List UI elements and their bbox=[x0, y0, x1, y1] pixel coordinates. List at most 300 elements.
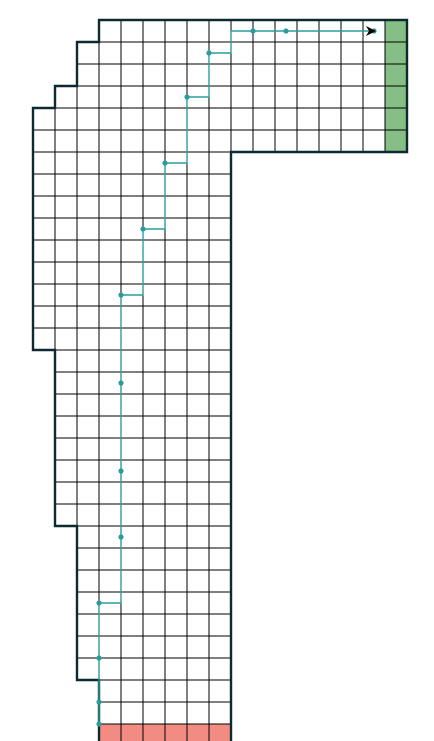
grid-cell[interactable] bbox=[165, 504, 187, 526]
grid-cell[interactable] bbox=[209, 350, 231, 372]
grid-cell[interactable] bbox=[121, 636, 143, 658]
grid-cell[interactable] bbox=[99, 218, 121, 240]
grid-cell[interactable] bbox=[165, 460, 187, 482]
grid-cell[interactable] bbox=[231, 108, 253, 130]
grid-cell[interactable] bbox=[187, 680, 209, 702]
path-dot bbox=[140, 226, 145, 231]
grid-cell[interactable] bbox=[143, 394, 165, 416]
grid-cell[interactable] bbox=[121, 438, 143, 460]
grid-cell[interactable] bbox=[165, 350, 187, 372]
grid-cell[interactable] bbox=[55, 350, 77, 372]
grid-cell[interactable] bbox=[77, 196, 99, 218]
grid-cell[interactable] bbox=[165, 306, 187, 328]
grid-cell[interactable] bbox=[165, 614, 187, 636]
grid-cell[interactable] bbox=[209, 108, 231, 130]
grid-cell[interactable] bbox=[55, 460, 77, 482]
grid-cell[interactable] bbox=[209, 680, 231, 702]
grid-cell[interactable] bbox=[99, 372, 121, 394]
grid-cell[interactable] bbox=[99, 570, 121, 592]
grid-cell[interactable] bbox=[209, 394, 231, 416]
grid-cell[interactable] bbox=[341, 130, 363, 152]
grid-cell[interactable] bbox=[187, 350, 209, 372]
grid-cell[interactable] bbox=[209, 284, 231, 306]
grid-cell[interactable] bbox=[165, 680, 187, 702]
grid-cell[interactable] bbox=[99, 152, 121, 174]
grid-cell[interactable] bbox=[143, 130, 165, 152]
grid-cell[interactable] bbox=[121, 702, 143, 724]
grid-cell[interactable] bbox=[187, 372, 209, 394]
grid-cell[interactable] bbox=[341, 64, 363, 86]
grid-cell[interactable] bbox=[143, 460, 165, 482]
path-dot bbox=[118, 292, 123, 297]
grid-cell[interactable] bbox=[187, 570, 209, 592]
goal-cell[interactable] bbox=[385, 64, 407, 86]
grid-cell[interactable] bbox=[165, 702, 187, 724]
grid-cell[interactable] bbox=[363, 42, 385, 64]
grid-cell[interactable] bbox=[55, 130, 77, 152]
grid-cell[interactable] bbox=[99, 394, 121, 416]
grid-cell[interactable] bbox=[77, 460, 99, 482]
grid-cell[interactable] bbox=[77, 372, 99, 394]
grid-cell[interactable] bbox=[187, 526, 209, 548]
grid-cell[interactable] bbox=[55, 416, 77, 438]
grid-cell[interactable] bbox=[363, 130, 385, 152]
grid-cell[interactable] bbox=[77, 152, 99, 174]
grid-cell[interactable] bbox=[209, 328, 231, 350]
grid-cell[interactable] bbox=[231, 86, 253, 108]
grid-cell[interactable] bbox=[165, 240, 187, 262]
path-dot bbox=[184, 94, 189, 99]
grid-cell[interactable] bbox=[121, 20, 143, 42]
grid-cell[interactable] bbox=[77, 482, 99, 504]
grid-cell[interactable] bbox=[77, 504, 99, 526]
grid-cell[interactable] bbox=[121, 130, 143, 152]
grid-cell[interactable] bbox=[187, 636, 209, 658]
grid-cell[interactable] bbox=[99, 548, 121, 570]
goal-cell[interactable] bbox=[385, 130, 407, 152]
grid-cell[interactable] bbox=[187, 108, 209, 130]
grid-cell[interactable] bbox=[187, 284, 209, 306]
grid-cell[interactable] bbox=[143, 438, 165, 460]
grid-cell[interactable] bbox=[77, 130, 99, 152]
path-dot bbox=[96, 699, 101, 704]
grid-cell[interactable] bbox=[143, 658, 165, 680]
grid-cell[interactable] bbox=[253, 86, 275, 108]
start-cell[interactable] bbox=[143, 724, 165, 741]
grid-cell[interactable] bbox=[55, 504, 77, 526]
grid-cell[interactable] bbox=[187, 658, 209, 680]
grid-cell[interactable] bbox=[143, 702, 165, 724]
grid-cell[interactable] bbox=[187, 394, 209, 416]
grid-cell[interactable] bbox=[253, 130, 275, 152]
grid-cell[interactable] bbox=[77, 636, 99, 658]
grid-cell[interactable] bbox=[187, 702, 209, 724]
start-cell[interactable] bbox=[187, 724, 209, 741]
grid-cell[interactable] bbox=[165, 438, 187, 460]
grid-cell[interactable] bbox=[165, 262, 187, 284]
grid-cell[interactable] bbox=[187, 196, 209, 218]
grid-cell[interactable] bbox=[121, 152, 143, 174]
grid-cell[interactable] bbox=[99, 20, 121, 42]
grid-cell[interactable] bbox=[209, 592, 231, 614]
grid-cell[interactable] bbox=[143, 86, 165, 108]
grid-cell[interactable] bbox=[77, 526, 99, 548]
grid-cell[interactable] bbox=[121, 592, 143, 614]
grid-cell[interactable] bbox=[165, 548, 187, 570]
grid-cell[interactable] bbox=[143, 196, 165, 218]
grid-cell[interactable] bbox=[99, 240, 121, 262]
grid-cell[interactable] bbox=[187, 592, 209, 614]
path-dot bbox=[118, 468, 123, 473]
grid-cell[interactable] bbox=[187, 438, 209, 460]
grid-cell[interactable] bbox=[165, 64, 187, 86]
grid-cell[interactable] bbox=[143, 240, 165, 262]
grid-cell[interactable] bbox=[187, 42, 209, 64]
grid-cell[interactable] bbox=[209, 20, 231, 42]
grid-cell[interactable] bbox=[165, 658, 187, 680]
grid-cell[interactable] bbox=[143, 42, 165, 64]
goal-cell[interactable] bbox=[385, 20, 407, 42]
grid-cell[interactable] bbox=[143, 262, 165, 284]
grid-cell[interactable] bbox=[121, 416, 143, 438]
grid-cell[interactable] bbox=[297, 108, 319, 130]
grid-cell[interactable] bbox=[209, 438, 231, 460]
grid-cell[interactable] bbox=[121, 64, 143, 86]
grid-cell[interactable] bbox=[33, 240, 55, 262]
grid-cell[interactable] bbox=[143, 328, 165, 350]
grid-cell[interactable] bbox=[275, 86, 297, 108]
grid-cell[interactable] bbox=[99, 108, 121, 130]
grid-cell[interactable] bbox=[77, 284, 99, 306]
grid-cell[interactable] bbox=[143, 152, 165, 174]
grid-cell[interactable] bbox=[99, 504, 121, 526]
start-cell[interactable] bbox=[209, 724, 231, 741]
grid-cell[interactable] bbox=[99, 438, 121, 460]
grid-cell[interactable] bbox=[99, 328, 121, 350]
start-cell[interactable] bbox=[121, 724, 143, 741]
grid-cell[interactable] bbox=[165, 42, 187, 64]
grid-cell[interactable] bbox=[99, 64, 121, 86]
grid-cell[interactable] bbox=[55, 240, 77, 262]
grid-cell[interactable] bbox=[77, 438, 99, 460]
grid-cell[interactable] bbox=[275, 130, 297, 152]
grid-cell[interactable] bbox=[33, 284, 55, 306]
grid-cell[interactable] bbox=[99, 262, 121, 284]
grid-cell[interactable] bbox=[253, 108, 275, 130]
grid-cell[interactable] bbox=[209, 570, 231, 592]
grid-cell[interactable] bbox=[209, 460, 231, 482]
grid-cell[interactable] bbox=[33, 108, 55, 130]
start-cell[interactable] bbox=[165, 724, 187, 741]
grid-cell[interactable] bbox=[187, 306, 209, 328]
grid-cell[interactable] bbox=[187, 20, 209, 42]
grid-cell[interactable] bbox=[143, 636, 165, 658]
grid-cell[interactable] bbox=[187, 328, 209, 350]
grid-cell[interactable] bbox=[77, 86, 99, 108]
grid-cell[interactable] bbox=[99, 680, 121, 702]
grid-cell[interactable] bbox=[121, 482, 143, 504]
grid-cell[interactable] bbox=[99, 416, 121, 438]
grid-cell[interactable] bbox=[275, 64, 297, 86]
grid-cell[interactable] bbox=[143, 416, 165, 438]
grid-cell[interactable] bbox=[143, 372, 165, 394]
grid-cell[interactable] bbox=[275, 108, 297, 130]
grid-cell[interactable] bbox=[77, 394, 99, 416]
grid-cell[interactable] bbox=[121, 174, 143, 196]
grid-cell[interactable] bbox=[121, 350, 143, 372]
grid-cell[interactable] bbox=[187, 548, 209, 570]
grid-cell[interactable] bbox=[33, 262, 55, 284]
grid-cell[interactable] bbox=[121, 262, 143, 284]
grid-cell[interactable] bbox=[341, 86, 363, 108]
grid-cell[interactable] bbox=[121, 526, 143, 548]
grid-cell[interactable] bbox=[319, 108, 341, 130]
grid-cell[interactable] bbox=[55, 372, 77, 394]
grid-cell[interactable] bbox=[143, 614, 165, 636]
grid-cell[interactable] bbox=[55, 152, 77, 174]
grid-cell[interactable] bbox=[253, 42, 275, 64]
grid-cell[interactable] bbox=[165, 526, 187, 548]
grid-cell[interactable] bbox=[209, 504, 231, 526]
grid-cell[interactable] bbox=[143, 680, 165, 702]
grid-cell[interactable] bbox=[187, 64, 209, 86]
grid-cell[interactable] bbox=[165, 174, 187, 196]
grid-cell[interactable] bbox=[209, 702, 231, 724]
grid-cells bbox=[33, 20, 407, 741]
grid-cell[interactable] bbox=[165, 570, 187, 592]
grid-cell[interactable] bbox=[319, 130, 341, 152]
grid-cell[interactable] bbox=[165, 86, 187, 108]
grid-cell[interactable] bbox=[143, 108, 165, 130]
grid-cell[interactable] bbox=[297, 130, 319, 152]
grid-cell[interactable] bbox=[99, 174, 121, 196]
grid-cell[interactable] bbox=[165, 372, 187, 394]
grid-cell[interactable] bbox=[121, 394, 143, 416]
grid-cell[interactable] bbox=[165, 130, 187, 152]
grid-cell[interactable] bbox=[55, 306, 77, 328]
grid-cell[interactable] bbox=[121, 196, 143, 218]
grid-cell[interactable] bbox=[165, 328, 187, 350]
grid-cell[interactable] bbox=[121, 460, 143, 482]
grid-cell[interactable] bbox=[99, 482, 121, 504]
grid-cell[interactable] bbox=[55, 218, 77, 240]
grid-cell[interactable] bbox=[143, 284, 165, 306]
grid-cell[interactable] bbox=[165, 218, 187, 240]
grid-cell[interactable] bbox=[165, 284, 187, 306]
grid-cell[interactable] bbox=[143, 526, 165, 548]
grid-cell[interactable] bbox=[165, 108, 187, 130]
grid-cell[interactable] bbox=[55, 394, 77, 416]
grid-cell[interactable] bbox=[165, 416, 187, 438]
goal-cell[interactable] bbox=[385, 108, 407, 130]
grid-cell[interactable] bbox=[187, 240, 209, 262]
grid-cell[interactable] bbox=[55, 284, 77, 306]
grid-cell[interactable] bbox=[77, 174, 99, 196]
grid-cell[interactable] bbox=[121, 108, 143, 130]
grid-cell[interactable] bbox=[363, 108, 385, 130]
grid-cell[interactable] bbox=[121, 680, 143, 702]
grid-cell[interactable] bbox=[77, 548, 99, 570]
grid-cell[interactable] bbox=[121, 570, 143, 592]
grid-cell[interactable] bbox=[143, 20, 165, 42]
grid-cell[interactable] bbox=[99, 658, 121, 680]
grid-cell[interactable] bbox=[143, 570, 165, 592]
grid-cell[interactable] bbox=[33, 218, 55, 240]
grid-cell[interactable] bbox=[143, 548, 165, 570]
grid-cell[interactable] bbox=[121, 504, 143, 526]
goal-cell[interactable] bbox=[385, 42, 407, 64]
grid-cell[interactable] bbox=[187, 174, 209, 196]
grid-cell[interactable] bbox=[77, 592, 99, 614]
grid-cell[interactable] bbox=[165, 196, 187, 218]
grid-cell[interactable] bbox=[121, 86, 143, 108]
grid-cell[interactable] bbox=[165, 636, 187, 658]
grid-cell[interactable] bbox=[77, 570, 99, 592]
grid-cell[interactable] bbox=[121, 218, 143, 240]
grid-cell[interactable] bbox=[55, 196, 77, 218]
grid-cell[interactable] bbox=[209, 526, 231, 548]
grid-cell[interactable] bbox=[99, 86, 121, 108]
grid-cell[interactable] bbox=[77, 262, 99, 284]
grid-cell[interactable] bbox=[77, 306, 99, 328]
grid-cell[interactable] bbox=[187, 130, 209, 152]
grid-cell[interactable] bbox=[209, 86, 231, 108]
grid-cell[interactable] bbox=[99, 284, 121, 306]
grid-cell[interactable] bbox=[121, 548, 143, 570]
grid-cell[interactable] bbox=[99, 526, 121, 548]
grid-cell[interactable] bbox=[77, 658, 99, 680]
grid-cell[interactable] bbox=[55, 482, 77, 504]
grid-cell[interactable] bbox=[121, 328, 143, 350]
grid-cell[interactable] bbox=[209, 614, 231, 636]
grid-cell[interactable] bbox=[77, 108, 99, 130]
grid-cell[interactable] bbox=[55, 438, 77, 460]
grid-cell[interactable] bbox=[121, 306, 143, 328]
grid-cell[interactable] bbox=[209, 372, 231, 394]
grid-cell[interactable] bbox=[99, 350, 121, 372]
grid-cell[interactable] bbox=[99, 42, 121, 64]
grid-cell[interactable] bbox=[121, 372, 143, 394]
grid-cell[interactable] bbox=[99, 196, 121, 218]
grid-cell[interactable] bbox=[209, 548, 231, 570]
grid-cell[interactable] bbox=[319, 42, 341, 64]
grid-cell[interactable] bbox=[143, 306, 165, 328]
grid-cell[interactable] bbox=[231, 130, 253, 152]
grid-cell[interactable] bbox=[99, 460, 121, 482]
grid-cell[interactable] bbox=[165, 394, 187, 416]
grid-cell[interactable] bbox=[77, 328, 99, 350]
grid-cell[interactable] bbox=[143, 174, 165, 196]
grid-cell[interactable] bbox=[187, 614, 209, 636]
grid-cell[interactable] bbox=[297, 86, 319, 108]
start-cell[interactable] bbox=[99, 724, 121, 741]
grid-cell[interactable] bbox=[33, 130, 55, 152]
grid-cell[interactable] bbox=[209, 482, 231, 504]
grid-cell[interactable] bbox=[33, 328, 55, 350]
grid-cell[interactable] bbox=[165, 592, 187, 614]
grid-cell[interactable] bbox=[209, 196, 231, 218]
grid-cell[interactable] bbox=[253, 64, 275, 86]
grid-cell[interactable] bbox=[341, 42, 363, 64]
grid-cell[interactable] bbox=[99, 614, 121, 636]
grid-cell[interactable] bbox=[77, 416, 99, 438]
grid-cell[interactable] bbox=[165, 20, 187, 42]
grid-cell[interactable] bbox=[187, 482, 209, 504]
grid-cell[interactable] bbox=[209, 218, 231, 240]
grid-cell[interactable] bbox=[99, 702, 121, 724]
grid-cell[interactable] bbox=[363, 86, 385, 108]
grid-cell[interactable] bbox=[275, 42, 297, 64]
grid-cell[interactable] bbox=[209, 174, 231, 196]
grid-cell[interactable] bbox=[143, 504, 165, 526]
grid-cell[interactable] bbox=[99, 306, 121, 328]
grid-cell[interactable] bbox=[209, 636, 231, 658]
grid-cell[interactable] bbox=[187, 460, 209, 482]
grid-cell[interactable] bbox=[55, 328, 77, 350]
grid-cell[interactable] bbox=[77, 350, 99, 372]
grid-cell[interactable] bbox=[143, 592, 165, 614]
grid-cell[interactable] bbox=[209, 658, 231, 680]
goal-cell[interactable] bbox=[385, 86, 407, 108]
grid-cell[interactable] bbox=[187, 152, 209, 174]
grid-cell[interactable] bbox=[209, 152, 231, 174]
grid-cell[interactable] bbox=[33, 152, 55, 174]
grid-cell[interactable] bbox=[165, 482, 187, 504]
grid-cell[interactable] bbox=[121, 658, 143, 680]
grid-cell[interactable] bbox=[77, 64, 99, 86]
grid-cell[interactable] bbox=[297, 42, 319, 64]
grid-cell[interactable] bbox=[319, 86, 341, 108]
grid-cell[interactable] bbox=[143, 482, 165, 504]
grid-cell[interactable] bbox=[99, 636, 121, 658]
grid-cell[interactable] bbox=[319, 64, 341, 86]
grid-cell[interactable] bbox=[121, 42, 143, 64]
grid-cell[interactable] bbox=[209, 130, 231, 152]
grid-cell[interactable] bbox=[187, 262, 209, 284]
grid-cell[interactable] bbox=[209, 416, 231, 438]
grid-cell[interactable] bbox=[187, 416, 209, 438]
grid-cell[interactable] bbox=[33, 196, 55, 218]
grid-cell[interactable] bbox=[77, 42, 99, 64]
grid-cell[interactable] bbox=[143, 350, 165, 372]
grid-cell[interactable] bbox=[121, 240, 143, 262]
grid-cell[interactable] bbox=[187, 504, 209, 526]
grid-cell[interactable] bbox=[341, 108, 363, 130]
grid-cell[interactable] bbox=[209, 64, 231, 86]
grid-cell[interactable] bbox=[231, 42, 253, 64]
grid-cell[interactable] bbox=[99, 130, 121, 152]
grid-cell[interactable] bbox=[55, 86, 77, 108]
grid-cell[interactable] bbox=[55, 174, 77, 196]
grid-cell[interactable] bbox=[209, 240, 231, 262]
grid-cell[interactable] bbox=[143, 64, 165, 86]
grid-cell[interactable] bbox=[77, 614, 99, 636]
grid-cell[interactable] bbox=[209, 262, 231, 284]
grid-cell[interactable] bbox=[77, 240, 99, 262]
grid-cell[interactable] bbox=[33, 306, 55, 328]
grid-cell[interactable] bbox=[231, 64, 253, 86]
path-dot bbox=[96, 655, 101, 660]
grid-cell[interactable] bbox=[297, 64, 319, 86]
grid-cell[interactable] bbox=[209, 306, 231, 328]
grid-cell[interactable] bbox=[55, 262, 77, 284]
grid-cell[interactable] bbox=[187, 218, 209, 240]
grid-cell[interactable] bbox=[77, 218, 99, 240]
grid-cell[interactable] bbox=[121, 614, 143, 636]
grid-cell[interactable] bbox=[363, 64, 385, 86]
grid-cell[interactable] bbox=[33, 174, 55, 196]
grid-cell[interactable] bbox=[55, 108, 77, 130]
